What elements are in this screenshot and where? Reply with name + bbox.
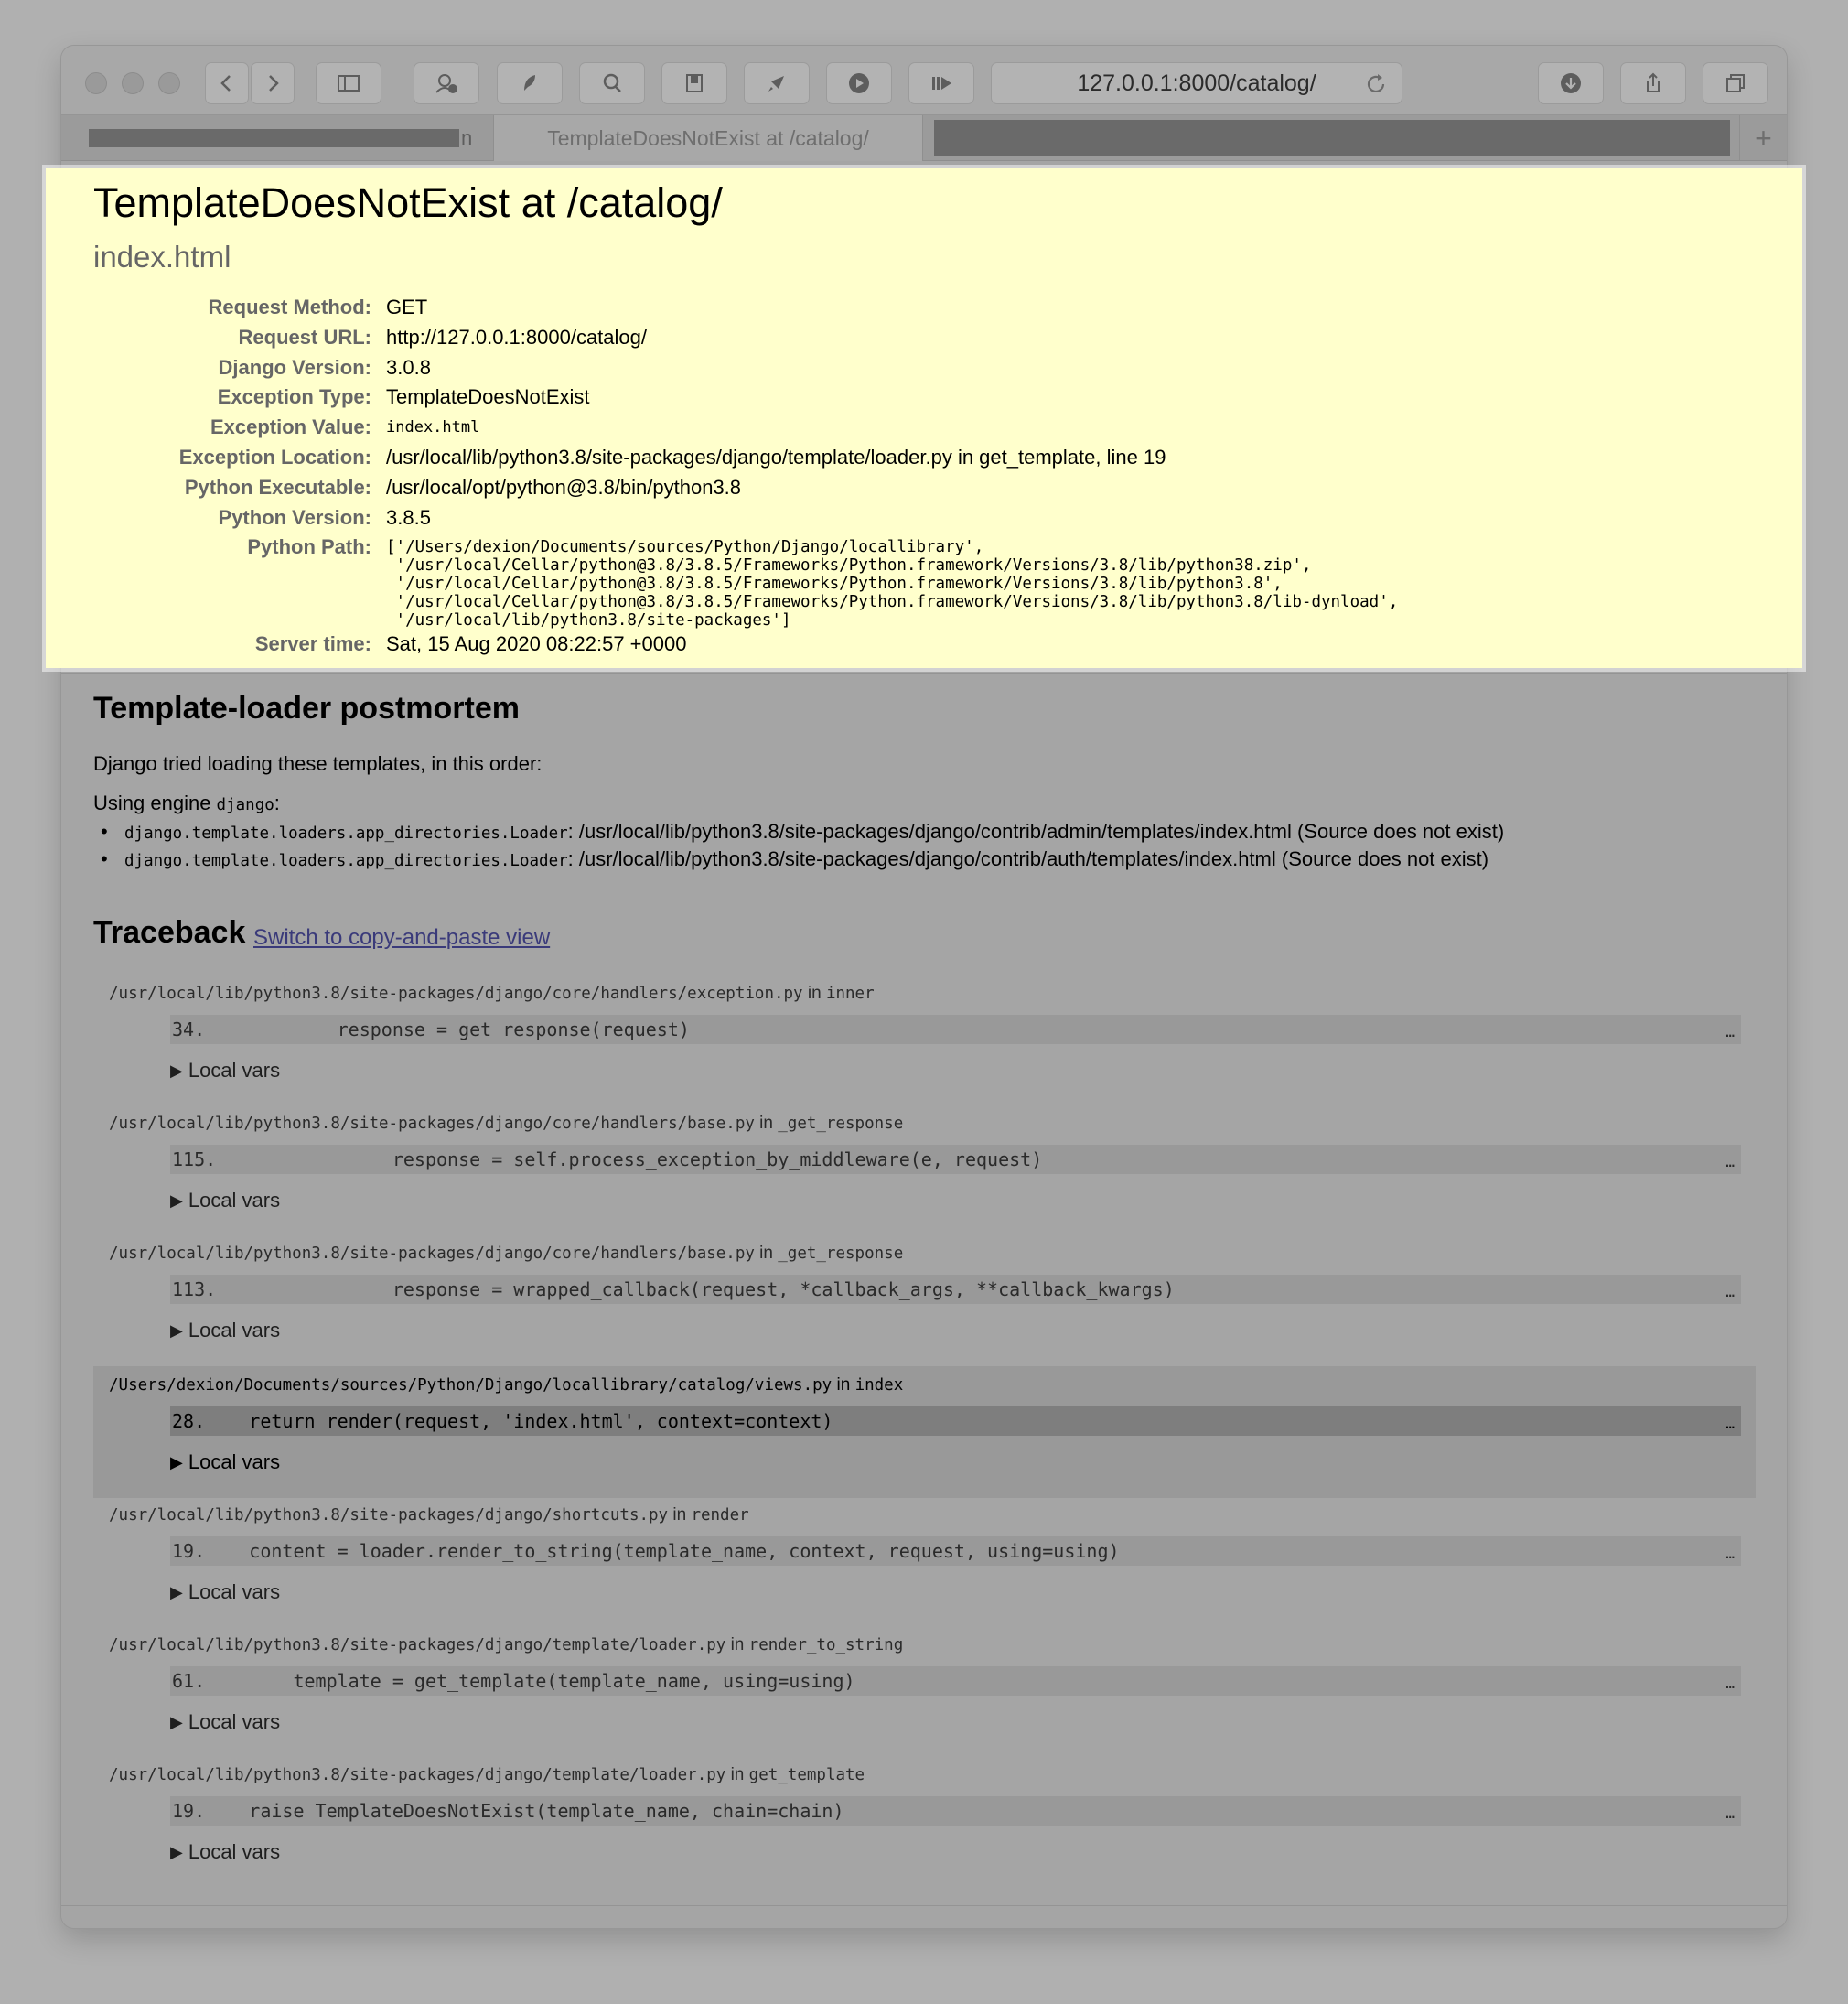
extension-button-2[interactable] [497,62,563,104]
local-vars-label: Local vars [188,1450,281,1473]
tab-active[interactable] [493,115,923,161]
meta-key: Python Path: [247,535,371,559]
tab-redacted-right[interactable] [934,120,1730,156]
meta-key: Request URL: [238,325,371,349]
tabs-icon [1723,70,1748,96]
meta-value: TemplateDoesNotExist [386,385,590,409]
python-path-value: ['/Users/dexion/Documents/sources/Python/Django/locallibrary', '/usr/local/Cellar/python@3.8/3.8.5/Frameworks/Python.framework/Versions/3.8/lib/python38.zip', '/usr/local/Cellar/python@3.8/3.8.5/Frameworks/Python.framework/Versions/3.8/lib/python3.8', '/usr/local/Cellar/python@3.8/3.8.5/Frameworks/Python.framework/Versions/3.8/lib/python3.8/lib-dynload', '/usr/local/lib/python3.8/site-packages'] [386,538,1399,630]
local-vars-label: Local vars [188,1189,281,1212]
extension-button-5[interactable] [744,62,810,104]
loader-name: django.template.loaders.app_directories.Loader [124,824,568,843]
expand-dots[interactable]: … [1725,1545,1734,1562]
frame-in: in [668,1505,692,1525]
request-meta-table [93,293,1740,660]
address-bar-url: 127.0.0.1:8000/catalog/ [1077,70,1316,96]
frame-file: /usr/local/lib/python3.8/site-packages/django/core/handlers/exception.py [109,985,803,1003]
meta-row-exception-location [93,443,1740,473]
meta-key: Exception Value: [210,415,371,439]
frame-file: /usr/local/lib/python3.8/site-packages/django/template/loader.py [109,1636,726,1654]
tab-redacted-left[interactable] [89,129,459,147]
meta-key: Django Version: [218,355,371,379]
engine-suffix: : [274,792,280,814]
code-text: return render(request, 'index.html', context=context) [205,1410,833,1432]
sidebar-icon [336,70,361,96]
frame-func: get_template [748,1766,865,1784]
meta-value: 3.0.8 [386,355,431,379]
chevron-left-icon [214,70,240,96]
error-summary [46,168,1802,668]
tab-bar [61,115,1787,161]
address-bar[interactable] [991,62,1402,104]
frame-in: in [725,1635,749,1654]
frame-file: /Users/dexion/Documents/sources/Python/Django/locallibrary/catalog/views.py [109,1376,833,1395]
close-window-button[interactable] [85,72,107,94]
triangle-right-icon: ▶ [170,1452,183,1471]
meta-value: index.html [386,418,480,437]
line-number: 19. [172,1800,206,1822]
local-vars-label: Local vars [188,1059,281,1082]
sidebar-button[interactable] [316,62,381,104]
frame-file: /usr/local/lib/python3.8/site-packages/django/core/handlers/base.py [109,1115,755,1133]
meta-key: Exception Type: [217,385,371,409]
meta-key: Request Method: [208,296,371,318]
frame-func: render_to_string [748,1636,904,1654]
frame-file: /usr/local/lib/python3.8/site-packages/django/core/handlers/base.py [109,1244,755,1263]
frame-in: in [754,1244,779,1263]
feather-icon [517,70,543,96]
frame-in: in [725,1765,749,1784]
download-icon [1558,70,1584,96]
local-vars-label: Local vars [188,1840,281,1863]
expand-dots[interactable]: … [1725,1153,1734,1170]
meta-value: /usr/local/lib/python3.8/site-packages/django/template/loader.py in get_template, line 19 [386,445,1166,469]
meta-value: Sat, 15 Aug 2020 08:22:57 +0000 [386,632,687,656]
downloads-button[interactable] [1538,62,1604,104]
step-button[interactable] [908,62,974,104]
share-icon [1640,70,1666,96]
engine-name: django [216,796,274,814]
meta-key: Python Executable: [184,475,371,499]
tabs-overview-button[interactable] [1703,62,1768,104]
local-vars-label: Local vars [188,1710,281,1733]
triangle-right-icon: ▶ [170,1842,183,1861]
triangle-right-icon: ▶ [170,1061,183,1080]
meta-value: http://127.0.0.1:8000/catalog/ [386,325,648,349]
meta-row-django-version [93,353,1740,383]
postmortem-intro: Django tried loading these templates, in this order: [93,752,543,775]
loader-path: : /usr/local/lib/python3.8/site-packages/django/contrib/admin/templates/index.html (Source does not exist) [567,820,1505,843]
code-text: content = loader.render_to_string(template_name, context, request, using=using) [205,1540,1120,1562]
line-number: 28. [172,1410,206,1432]
page-title: TemplateDoesNotExist at /catalog/ [93,179,723,226]
frame-func: render [691,1506,749,1525]
bookmark-icon [682,70,707,96]
triangle-right-icon: ▶ [170,1320,183,1340]
tab-left-suffix: n [461,126,473,149]
meta-row-exception-type [93,382,1740,413]
chevron-right-icon [260,70,285,96]
meta-value: /usr/local/opt/python@3.8/bin/python3.8 [386,475,742,499]
loader-path: : /usr/local/lib/python3.8/site-packages/django/contrib/auth/templates/index.html (Source does not exist) [567,847,1489,870]
engine-prefix: Using engine [93,792,217,814]
expand-dots[interactable]: … [1725,1415,1734,1432]
line-number: 115. [172,1148,217,1170]
loader-name: django.template.loaders.app_directories.Loader [124,852,568,870]
code-text: response = get_response(request) [205,1018,690,1040]
code-text: response = self.process_exception_by_middleware(e, request) [216,1148,1043,1170]
triangle-right-icon: ▶ [170,1191,183,1210]
switch-copy-paste-link[interactable]: Switch to copy-and-paste view [253,925,551,950]
meta-row-server-time [93,630,1740,660]
minimize-window-button[interactable] [122,72,144,94]
frame-file: /usr/local/lib/python3.8/site-packages/django/shortcuts.py [109,1506,669,1525]
local-vars-label: Local vars [188,1580,281,1603]
frame-file: /usr/local/lib/python3.8/site-packages/django/template/loader.py [109,1766,726,1784]
meta-value: 3.8.5 [386,505,431,529]
meta-row-request-method [93,293,1740,323]
new-tab-button[interactable] [1739,115,1787,161]
user-add-icon [434,70,459,96]
frame-in: in [754,1114,779,1133]
frame-func: _get_response [778,1244,904,1263]
triangle-right-icon: ▶ [170,1582,183,1601]
extension-button-4[interactable] [661,62,727,104]
share-button[interactable] [1620,62,1686,104]
zoom-window-button[interactable] [158,72,180,94]
extension-button-3[interactable] [579,62,645,104]
expand-dots[interactable]: … [1725,1675,1734,1692]
step-forward-icon [929,70,954,96]
forward-button[interactable] [251,62,295,104]
code-text: response = wrapped_callback(request, *callback_args, **callback_kwargs) [216,1278,1175,1300]
code-text: raise TemplateDoesNotExist(template_name, chain=chain) [205,1800,844,1822]
plus-icon: + [1755,121,1772,155]
line-number: 61. [172,1670,206,1692]
meta-row-python-version [93,503,1740,533]
extension-button-1[interactable] [414,62,479,104]
meta-value: GET [386,296,428,318]
line-number: 34. [172,1018,206,1040]
meta-row-python-path [93,533,1740,630]
meta-row-python-executable [93,473,1740,503]
back-button[interactable] [205,62,249,104]
browser-toolbar [61,46,1787,115]
meta-value-wrap [386,533,1398,630]
meta-key: Python Version: [218,505,371,529]
expand-dots[interactable]: … [1725,1283,1734,1300]
code-text: template = get_template(template_name, using=using) [205,1670,855,1692]
meta-row-request-url [93,323,1740,353]
play-icon [846,70,872,96]
meta-key: Server time: [254,632,371,656]
line-number: 19. [172,1540,206,1562]
triangle-right-icon: ▶ [170,1712,183,1731]
frame-in: in [802,984,826,1003]
meta-key: Exception Location: [178,445,371,469]
frame-func: index [854,1376,904,1395]
frame-func: inner [825,985,875,1003]
line-number: 113. [172,1278,217,1300]
search-icon [599,70,625,96]
expand-dots[interactable]: … [1725,1805,1734,1822]
meta-row-exception-value [93,413,1740,443]
frame-in: in [832,1375,855,1395]
expand-dots[interactable]: … [1725,1023,1734,1040]
rocket-icon [764,70,790,96]
tab-active-title: TemplateDoesNotExist at /catalog/ [547,125,869,150]
play-button[interactable] [826,62,892,104]
local-vars-label: Local vars [188,1319,281,1341]
exception-value-heading: index.html [93,240,231,274]
postmortem-title: Template-loader postmortem [93,691,521,726]
reload-icon[interactable] [1363,71,1389,97]
frame-func: _get_response [778,1115,904,1133]
traceback-title: Traceback [93,915,246,950]
